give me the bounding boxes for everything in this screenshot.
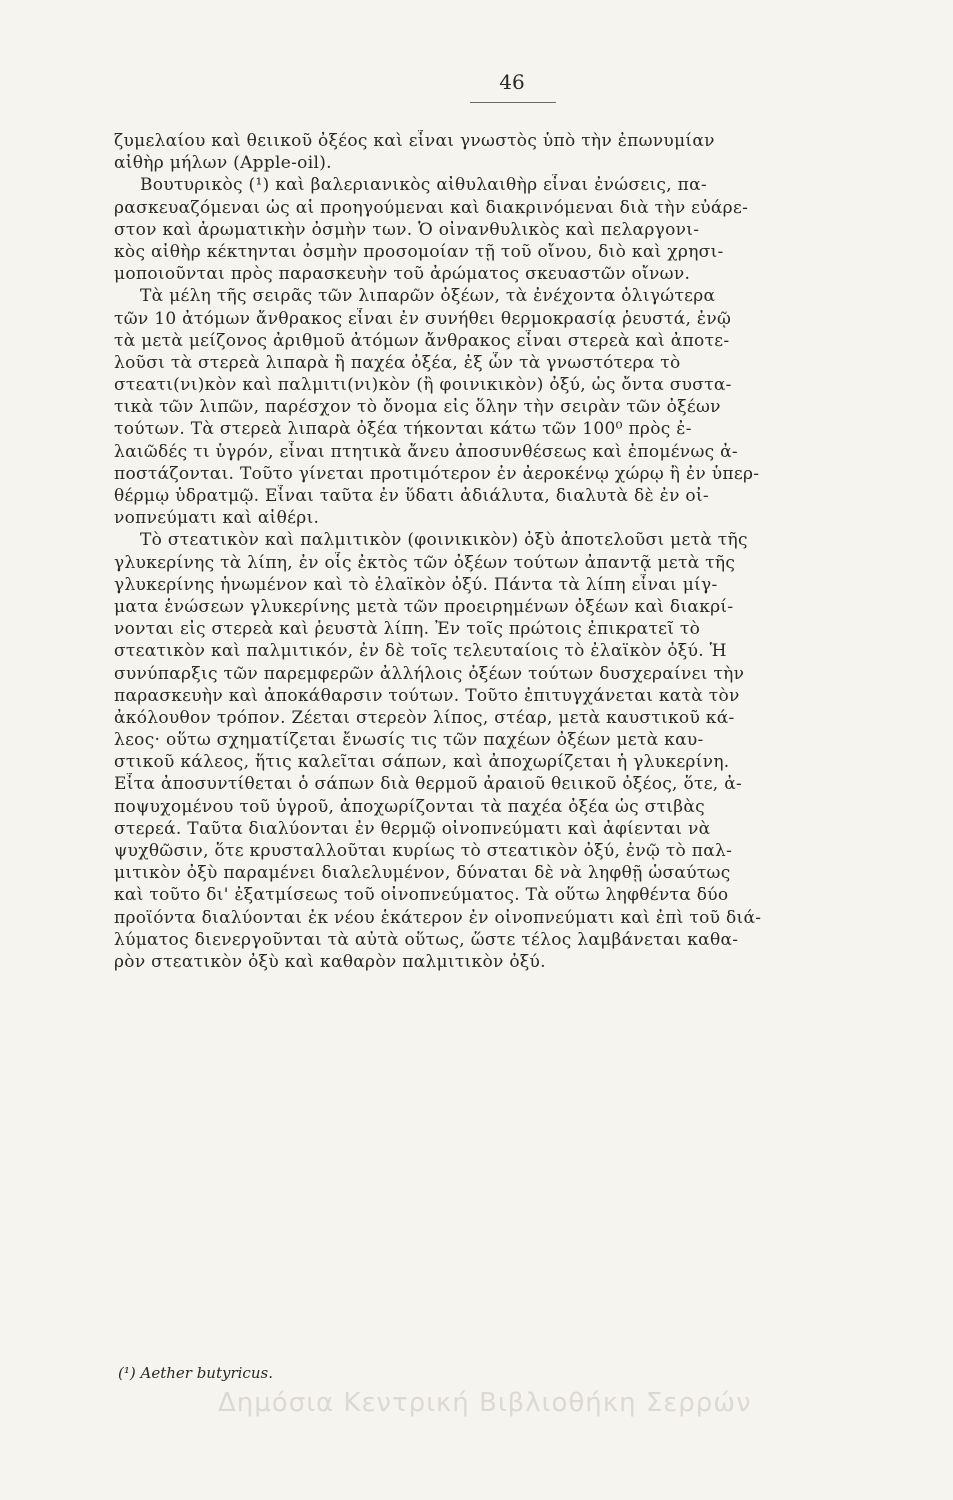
text-line: γλυκερίνης τὰ λίπη, ἐν οἷς ἐκτὸς τῶν ὀξέων τούτων ἀπαντᾷ μετὰ τῆς	[114, 552, 736, 573]
text-line: ψυχθῶσιν, ὅτε κρυσταλλοῦται κυρίως τὸ στεατικὸν ὀξύ, ἐνῷ τὸ παλ-	[114, 841, 733, 861]
text-line: μιτικὸν ὀξὺ παραμένει διαλελυμένον, δύναται δὲ νὰ ληφθῇ ὡσαύτως	[114, 863, 731, 884]
text-line: αἰθὴρ μήλων (Apple-oil).	[114, 153, 332, 174]
text-line: προϊόντα διαλύονται ἐκ νέου ἑκάτερον ἐν οἰνοπνεύματι καὶ ἐπὶ τοῦ διά-	[114, 907, 762, 928]
text-line: νοπνεύματι καὶ αἰθέρι.	[114, 508, 320, 529]
text-line: ρασκευαζόμεναι ὡς αἱ προηγούμεναι καὶ διακρινόμεναι διὰ τὴν εὐάρε-	[114, 197, 749, 218]
text-line: στεατι(νι)κὸν καὶ παλμιτι(νι)κὸν (ἢ φοινικικὸν) ὀξύ, ὡς ὄντα συστα-	[114, 375, 732, 396]
text-line: τικὰ τῶν λιπῶν, παρέσχον τὸ ὄνομα εἰς ὅλην τὴν σειρὰν τῶν ὀξέων	[114, 397, 721, 418]
text-line: Τὰ μέλη τῆς σειρᾶς τῶν λιπαρῶν ὀξέων, τὰ ἐνέχοντα ὀλιγώτερα	[140, 286, 716, 307]
header-rule	[470, 102, 556, 103]
text-line: τὰ μετὰ μείζονος ἀριθμοῦ ἀτόμων ἄνθρακος εἶναι στερεὰ καὶ ἀποτε-	[114, 330, 730, 351]
text-line: στερεά. Ταῦτα διαλύονται ἐν θερμῷ οἰνοπνεύματι καὶ ἀφίενται νὰ	[114, 818, 711, 839]
text-line: θέρμῳ ὑδρατμῷ. Εἶναι ταῦτα ἐν ὕδατι ἀδιάλυτα, διαλυτὰ δὲ ἐν οἰ-	[114, 486, 709, 506]
text-line: στεατικὸν καὶ παλμιτικόν, ἐν δὲ τοῖς τελευταίοις τὸ ἐλαϊκὸν ὀξύ. Ἡ	[114, 641, 727, 662]
text-line: καὶ τοῦτο δι' ἐξατμίσεως τοῦ οἰνοπνεύματος. Τὰ οὕτω ληφθέντα δύο	[114, 885, 729, 906]
text-line: συνύπαρξις τῶν παρεμφερῶν ἀλλήλοις ὀξέων τούτων δυσχεραίνει τὴν	[114, 663, 745, 684]
body-text	[114, 130, 910, 973]
text-line: Βουτυρικὸς (¹) καὶ βαλεριανικὸς αἰθυλαιθὴρ εἶναι ἐνώσεις, πα-	[140, 175, 707, 196]
text-line: κὸς αἰθὴρ κέκτηνται ὀσμὴν προσομοίαν τῇ τοῦ οἴνου, διὸ καὶ χρησι-	[114, 241, 724, 262]
text-line: τῶν 10 ἀτόμων ἄνθρακος εἶναι ἐν συνήθει θερμοκρασίᾳ ῥευστά, ἐνῷ	[114, 308, 732, 329]
text-line: Εἶτα ἀποσυντίθεται ὁ σάπων διὰ θερμοῦ ἀραιοῦ θειικοῦ ὀξέος, ὅτε, ἀ-	[114, 774, 743, 795]
text-line: γλυκερίνης ἡνωμένον καὶ τὸ ἐλαϊκὸν ὀξύ. Πάντα τὰ λίπη εἶναι μίγ-	[114, 574, 718, 595]
text-line: ματα ἑνώσεων γλυκερίνης μετὰ τῶν προειρημένων ὀξέων καὶ διακρί-	[114, 596, 734, 617]
text-line: λοῦσι τὰ στερεὰ λιπαρὰ ἢ παχέα ὀξέα, ἐξ ὧν τὰ γνωστότερα τὸ	[114, 352, 681, 373]
text-line: τούτων. Τὰ στερεὰ λιπαρὰ ὀξέα τήκονται κάτω τῶν 100⁰ πρὸς ἐ-	[114, 419, 692, 440]
footnote: (¹) Aether butyricus.	[118, 1364, 273, 1382]
text-line: ποψυχομένου τοῦ ὑγροῦ, ἀποχωρίζονται τὰ παχέα ὀξέα ὡς στιβὰς	[114, 796, 705, 817]
library-watermark: Δημόσια Κεντρική Βιβλιοθήκη Σερρών	[218, 1388, 752, 1418]
text-line: νονται εἰς στερεὰ καὶ ῥευστὰ λίπη. Ἐν τοῖς πρώτοις ἐπικρατεῖ τὸ	[114, 619, 701, 640]
text-line: μοποιοῦνται πρὸς παρασκευὴν τοῦ ἀρώματος σκευαστῶν οἴνων.	[114, 264, 691, 285]
text-line: λύματος διενεργοῦνται τὰ αὐτὰ οὕτως, ὥστε τέλος λαμβάνεται καθα-	[114, 929, 739, 950]
text-line: στον καὶ ἀρωματικὴν ὀσμὴν των. Ὁ οἰνανθυλικὸς καὶ πελαργονι-	[114, 219, 700, 240]
text-line: λαιῶδές τι ὑγρόν, εἶναι πτητικὰ ἄνευ ἀποσυνθέσεως καὶ ἐπομένως ἀ-	[114, 441, 738, 462]
text-line: ποστάζονται. Τοῦτο γίνεται προτιμότερον ἐν ἀεροκένῳ χώρῳ ἢ ἐν ὑπερ-	[114, 463, 760, 484]
text-line: ζυμελαίου καὶ θειικοῦ ὀξέος καὶ εἶναι γνωστὸς ὑπὸ τὴν ἐπωνυμίαν	[114, 131, 715, 151]
text-line: στικοῦ κάλεος, ἥτις καλεῖται σάπων, καὶ ἀποχωρίζεται ἡ γλυκερίνη.	[114, 752, 730, 773]
page-number: 46	[499, 70, 525, 94]
text-line: ρὸν στεατικὸν ὀξὺ καὶ καθαρὸν παλμιτικὸν ὀξύ.	[114, 951, 546, 972]
text-line: παρασκευὴν καὶ ἀποκάθαρσιν τούτων. Τοῦτο ἐπιτυγχάνεται κατὰ τὸν	[114, 685, 740, 706]
text-line: λεος· οὕτω σχηματίζεται ἔνωσίς τις τῶν παχέων ὀξέων μετὰ καυ-	[114, 730, 704, 751]
text-line: Τὸ στεατικὸν καὶ παλμιτικὸν (φοινικικὸν) ὀξὺ ἀποτελοῦσι μετὰ τῆς	[140, 530, 748, 551]
text-line: ἀκόλουθον τρόπον. Ζέεται στερεὸν λίπος, στέαρ, μετὰ καυστικοῦ κά-	[114, 707, 735, 728]
